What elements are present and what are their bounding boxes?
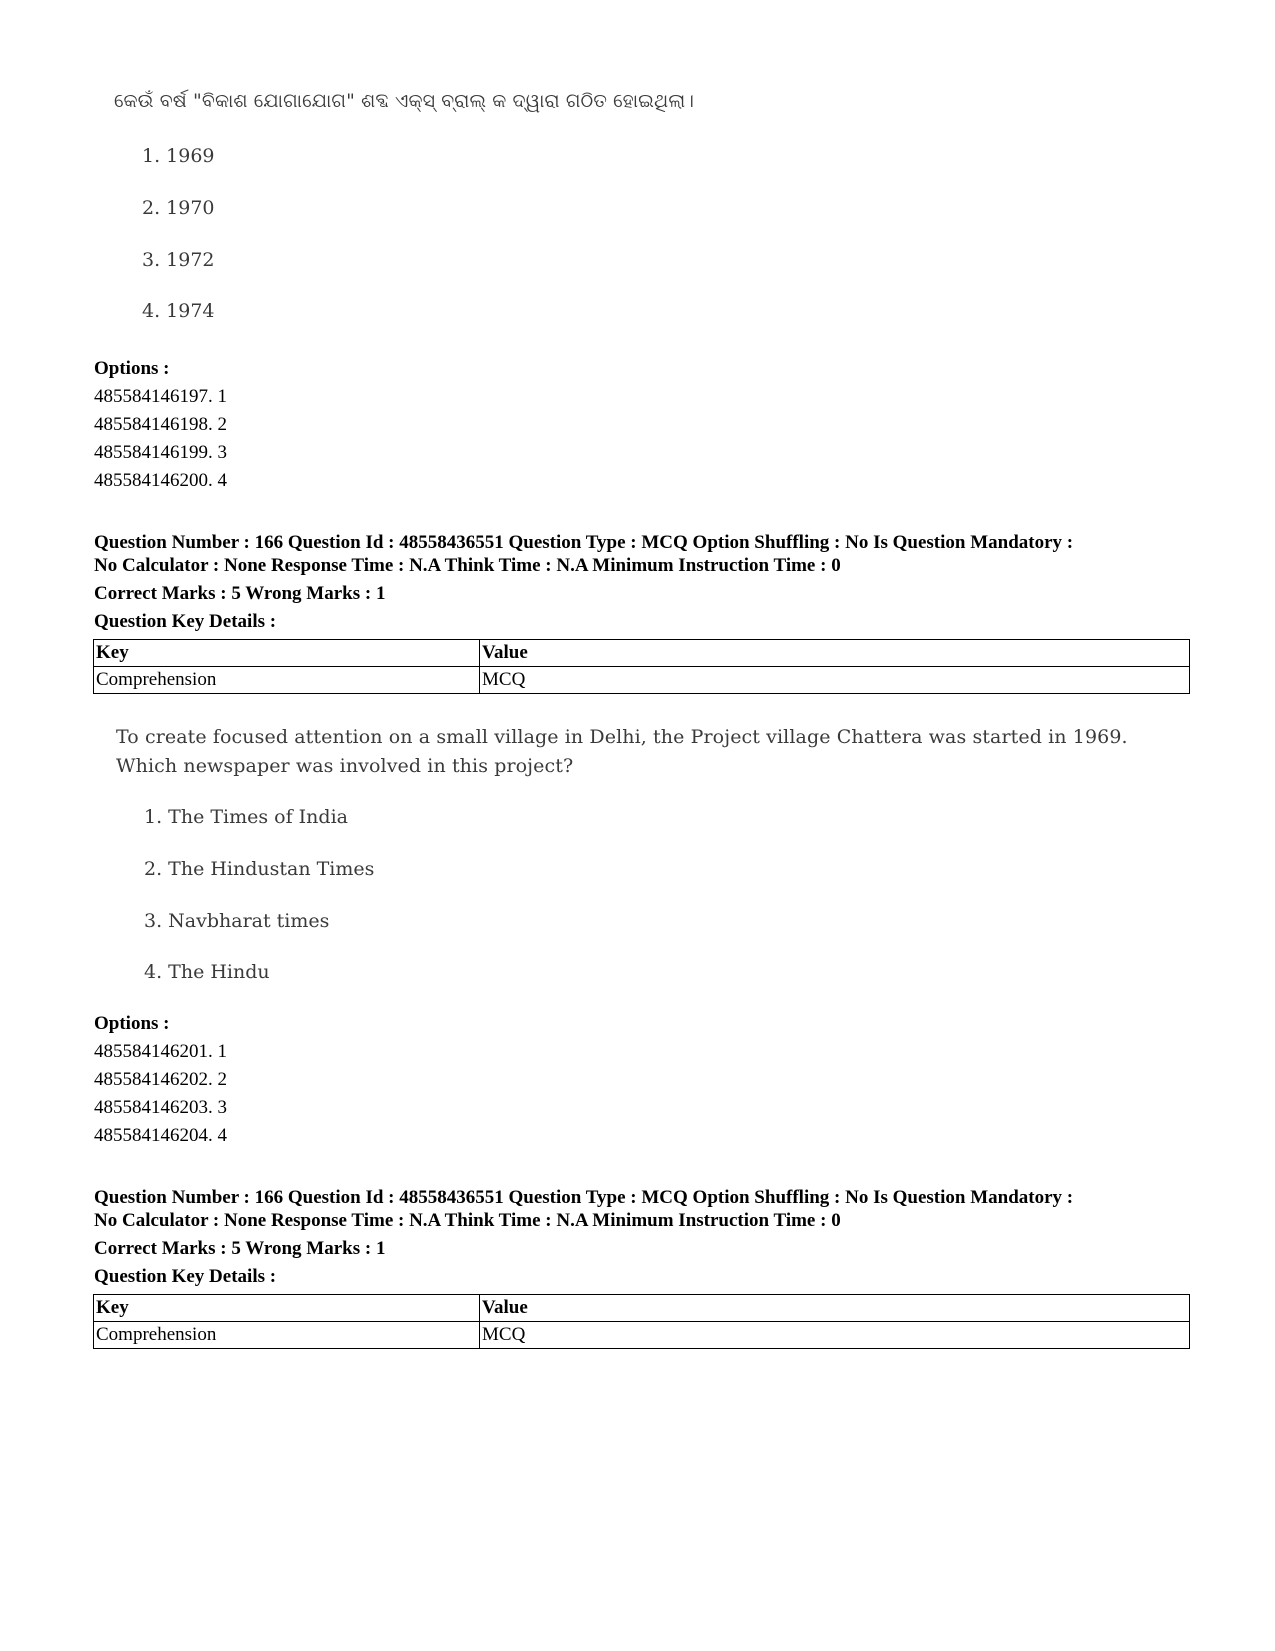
question-meta-line-1: Question Number : 166 Question Id : 48558436551 Question Type : MCQ Option Shuffling : No Is Question Mandatory : [94,532,1074,553]
option-id-line: 485584146204. 4 [94,1125,227,1146]
table-cell-value: MCQ [480,667,1190,694]
table-header-row [94,1295,1190,1322]
table-header-value: Value [480,640,1190,667]
marks-line: Correct Marks : 5 Wrong Marks : 1 [94,1238,386,1259]
key-details-table [93,1294,1190,1349]
question-option-4: 4. The Hindu [144,961,270,983]
question-option-3: 3. 1972 [142,249,215,271]
question-image-odia [114,86,914,326]
question-meta [94,531,1204,577]
option-id-line: 485584146202. 2 [94,1069,227,1090]
table-row [94,1322,1190,1349]
key-details-table [93,639,1190,694]
table-cell-value: MCQ [480,1322,1190,1349]
option-id-line: 485584146200. 4 [94,470,227,491]
option-id-line: 485584146199. 3 [94,442,227,463]
table-header-key: Key [94,640,480,667]
table-header-value: Value [480,1295,1190,1322]
question-option-2: 2. 1970 [142,197,215,219]
question-option-1: 1. 1969 [142,145,215,167]
question-text-odia: କେଉଁ ବର୍ଷ "ବିକାଶ ଯୋଗାଯୋଗ" ଶବ୍ଦ ଏକ୍ସ୍ ବ୍ରାଲ୍ କ ଦ୍ୱାରା ଗଠିତ ହୋଇଥିଲା। [114,90,694,112]
options-label: Options : [94,1013,170,1034]
option-id-line: 485584146198. 2 [94,414,227,435]
question-option-2: 2. The Hindustan Times [144,858,375,880]
table-header-key: Key [94,1295,480,1322]
question-text-english: To create focused attention on a small village in Delhi, the Project village Chattera was started in 1969. Which newspaper was involved in this project? [116,726,1128,777]
table-cell-key: Comprehension [94,667,480,694]
option-id-line: 485584146203. 3 [94,1097,227,1118]
question-meta-line-2: No Calculator : None Response Time : N.A Think Time : N.A Minimum Instruction Time : 0 [94,1210,841,1231]
question-option-4: 4. 1974 [142,300,215,322]
key-details-label: Question Key Details : [94,611,277,632]
question-option-3: 3. Navbharat times [144,910,330,932]
key-details-label: Question Key Details : [94,1266,277,1287]
question-meta [94,1186,1204,1232]
table-row [94,667,1190,694]
option-id-line: 485584146201. 1 [94,1041,227,1062]
table-cell-key: Comprehension [94,1322,480,1349]
table-header-row [94,640,1190,667]
question-meta-line-2: No Calculator : None Response Time : N.A Think Time : N.A Minimum Instruction Time : 0 [94,555,841,576]
options-label: Options : [94,358,170,379]
question-option-1: 1. The Times of India [144,806,348,828]
option-id-line: 485584146197. 1 [94,386,227,407]
question-image-english [116,723,1156,983]
question-meta-line-1: Question Number : 166 Question Id : 48558436551 Question Type : MCQ Option Shuffling : No Is Question Mandatory : [94,1187,1074,1208]
marks-line: Correct Marks : 5 Wrong Marks : 1 [94,583,386,604]
